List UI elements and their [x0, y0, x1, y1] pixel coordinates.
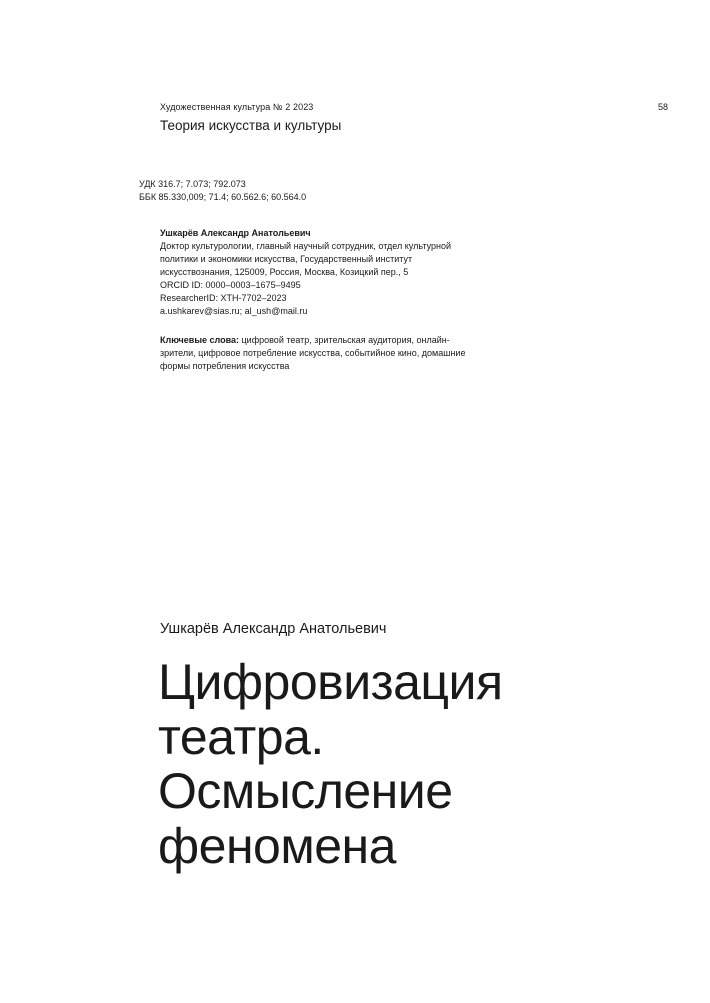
title-line: Осмысление: [158, 763, 453, 819]
keywords-line: формы потребления искусства: [160, 361, 290, 371]
keywords: [160, 334, 520, 373]
affiliation-line: Доктор культурологии, главный научный сотрудник, отдел культурной: [160, 241, 451, 251]
affiliation-line: искусствознания, 125009, Россия, Москва, Козицкий пер., 5: [160, 267, 409, 277]
journal-issue: Художественная культура № 2 2023: [160, 102, 314, 112]
keywords-text: цифровой театр, зрительская аудитория, онлайн-: [239, 335, 450, 345]
title-line: феномена: [158, 817, 396, 874]
section-title: Теория искусства и культуры: [160, 118, 342, 133]
author-name: Ушкарёв Александр Анатольевич: [160, 228, 311, 238]
keywords-line: зрители, цифровое потребление искусства, событийное кино, домашние: [160, 348, 466, 358]
orcid-id: ORCID ID: 0000–0003–1675–9495: [160, 280, 301, 290]
affiliation-line: политики и экономики искусства, Государственный институт: [160, 254, 413, 264]
keywords-label: Ключевые слова:: [160, 335, 240, 345]
author-emails: a.ushkarev@sias.ru; al_ush@mail.ru: [160, 306, 308, 316]
title-line: театра.: [158, 708, 324, 765]
udc-code: УДК 316.7; 7.073; 792.073: [139, 179, 246, 189]
classification-codes: [139, 178, 306, 204]
article-title: [158, 655, 678, 873]
page-number: 58: [657, 102, 668, 112]
bbk-code: ББК 85.330,009; 71.4; 60.562.6; 60.564.0: [139, 192, 307, 202]
author-info: [160, 227, 520, 318]
researcher-id: ResearcherID: XTH-7702–2023: [160, 293, 287, 303]
title-line: Цифровизация: [158, 654, 503, 710]
keywords-line: [160, 334, 520, 347]
article-byline: Ушкарёв Александр Анатольевич: [160, 621, 387, 637]
